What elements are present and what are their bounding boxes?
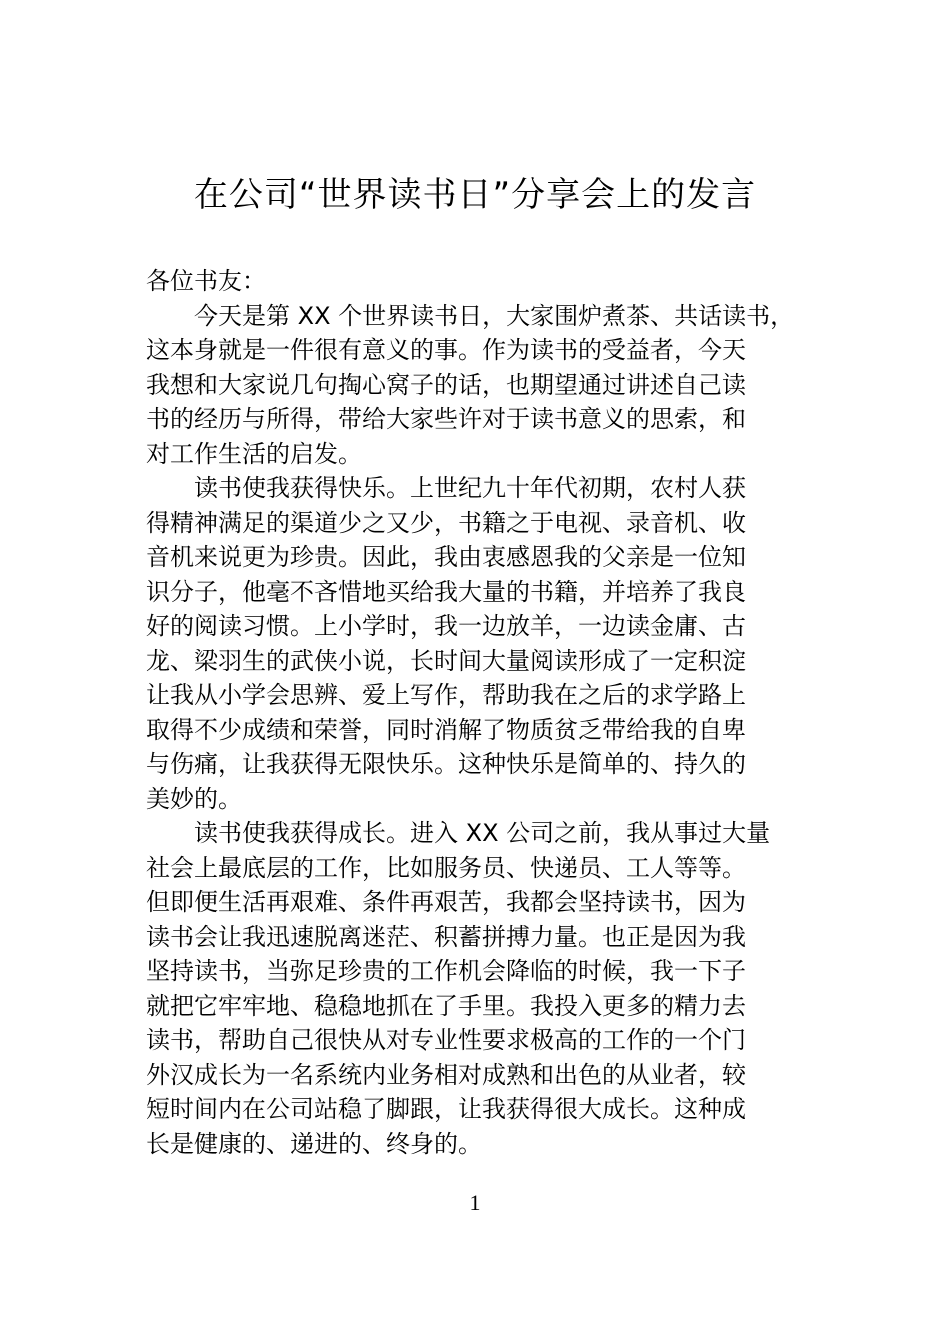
paragraph-3-line-8: 外汉成长为一名系统内业务相对成熟和出色的从业者，较 [146,1060,746,1089]
paragraph-3-line-7: 读书，帮助自己很快从对专业性要求极高的工作的一个门 [146,1026,746,1054]
paragraph-1-line-5: 对工作生活的启发。 [146,439,362,468]
paragraph-2-line-7: 让我从小学会思辨、爱上写作，帮助我在之后的求学路上 [146,681,746,709]
paragraph-2-line-8: 取得不少成绩和荣誉，同时消解了物质贫乏带给我的自卑 [146,715,746,744]
paragraph-2-line-5: 好的阅读习惯。上小学时，我一边放羊，一边读金庸、古 [146,612,746,640]
paragraph-3-line-6: 就把它牢牢地、稳稳地抓在了手里。我投入更多的精力去 [146,991,746,1020]
paragraph-2-line-10: 美妙的。 [146,784,242,813]
paragraph-1-line-2: 这本身就是一件很有意义的事。作为读书的受益者，今天 [146,336,746,364]
paragraph-2-line-2: 得精神满足的渠道少之又少，书籍之于电视、录音机、收 [146,508,746,537]
page-number: 1 [469,1190,481,1215]
paragraph-1-line-1: 今天是第 XX 个世界读书日，大家围炉煮茶、共话读书， [194,301,795,330]
document-body [146,264,816,1161]
paragraph-1-line-3: 我想和大家说几句掏心窝子的话，也期望通过讲述自己读 [146,370,746,399]
paragraph-2-line-3: 音机来说更为珍贵。因此，我由衷感恩我的父亲是一位知 [146,543,746,571]
paragraph-3-line-9: 短时间内在公司站稳了脚跟，让我获得很大成长。这种成 [146,1095,746,1123]
paragraph-3-line-4: 读书会让我迅速脱离迷茫、积蓄拼搏力量。也正是因为我 [146,922,746,951]
paragraph-3-line-2: 社会上最底层的工作，比如服务员、快递员、工人等等。 [146,853,746,882]
paragraph-3-line-1: 读书使我获得成长。进入 XX 公司之前，我从事过大量 [194,819,771,847]
salutation-line: 各位书友： [146,267,266,295]
paragraph-3-line-5: 坚持读书，当弥足珍贵的工作机会降临的时候，我一下子 [146,957,746,985]
document-title: 在公司“世界读书日”分享会上的发言 [193,175,757,215]
paragraph-3-line-10: 长是健康的、递进的、终身的。 [146,1129,482,1158]
paragraph-3-line-3: 但即便生活再艰难、条件再艰苦，我都会坚持读书，因为 [146,888,746,916]
paragraph-2-line-9: 与伤痛，让我获得无限快乐。这种快乐是简单的、持久的 [146,750,746,778]
paragraph-2-line-1: 读书使我获得快乐。上世纪九十年代初期，农村人获 [194,474,746,502]
paragraph-2-line-6: 龙、梁羽生的武侠小说，长时间大量阅读形成了一定积淀 [146,646,746,675]
paragraph-2-line-4: 识分子，他毫不吝惜地买给我大量的书籍，并培养了我良 [146,577,746,606]
paragraph-1-line-4: 书的经历与所得，带给大家些许对于读书意义的思索，和 [146,405,746,433]
